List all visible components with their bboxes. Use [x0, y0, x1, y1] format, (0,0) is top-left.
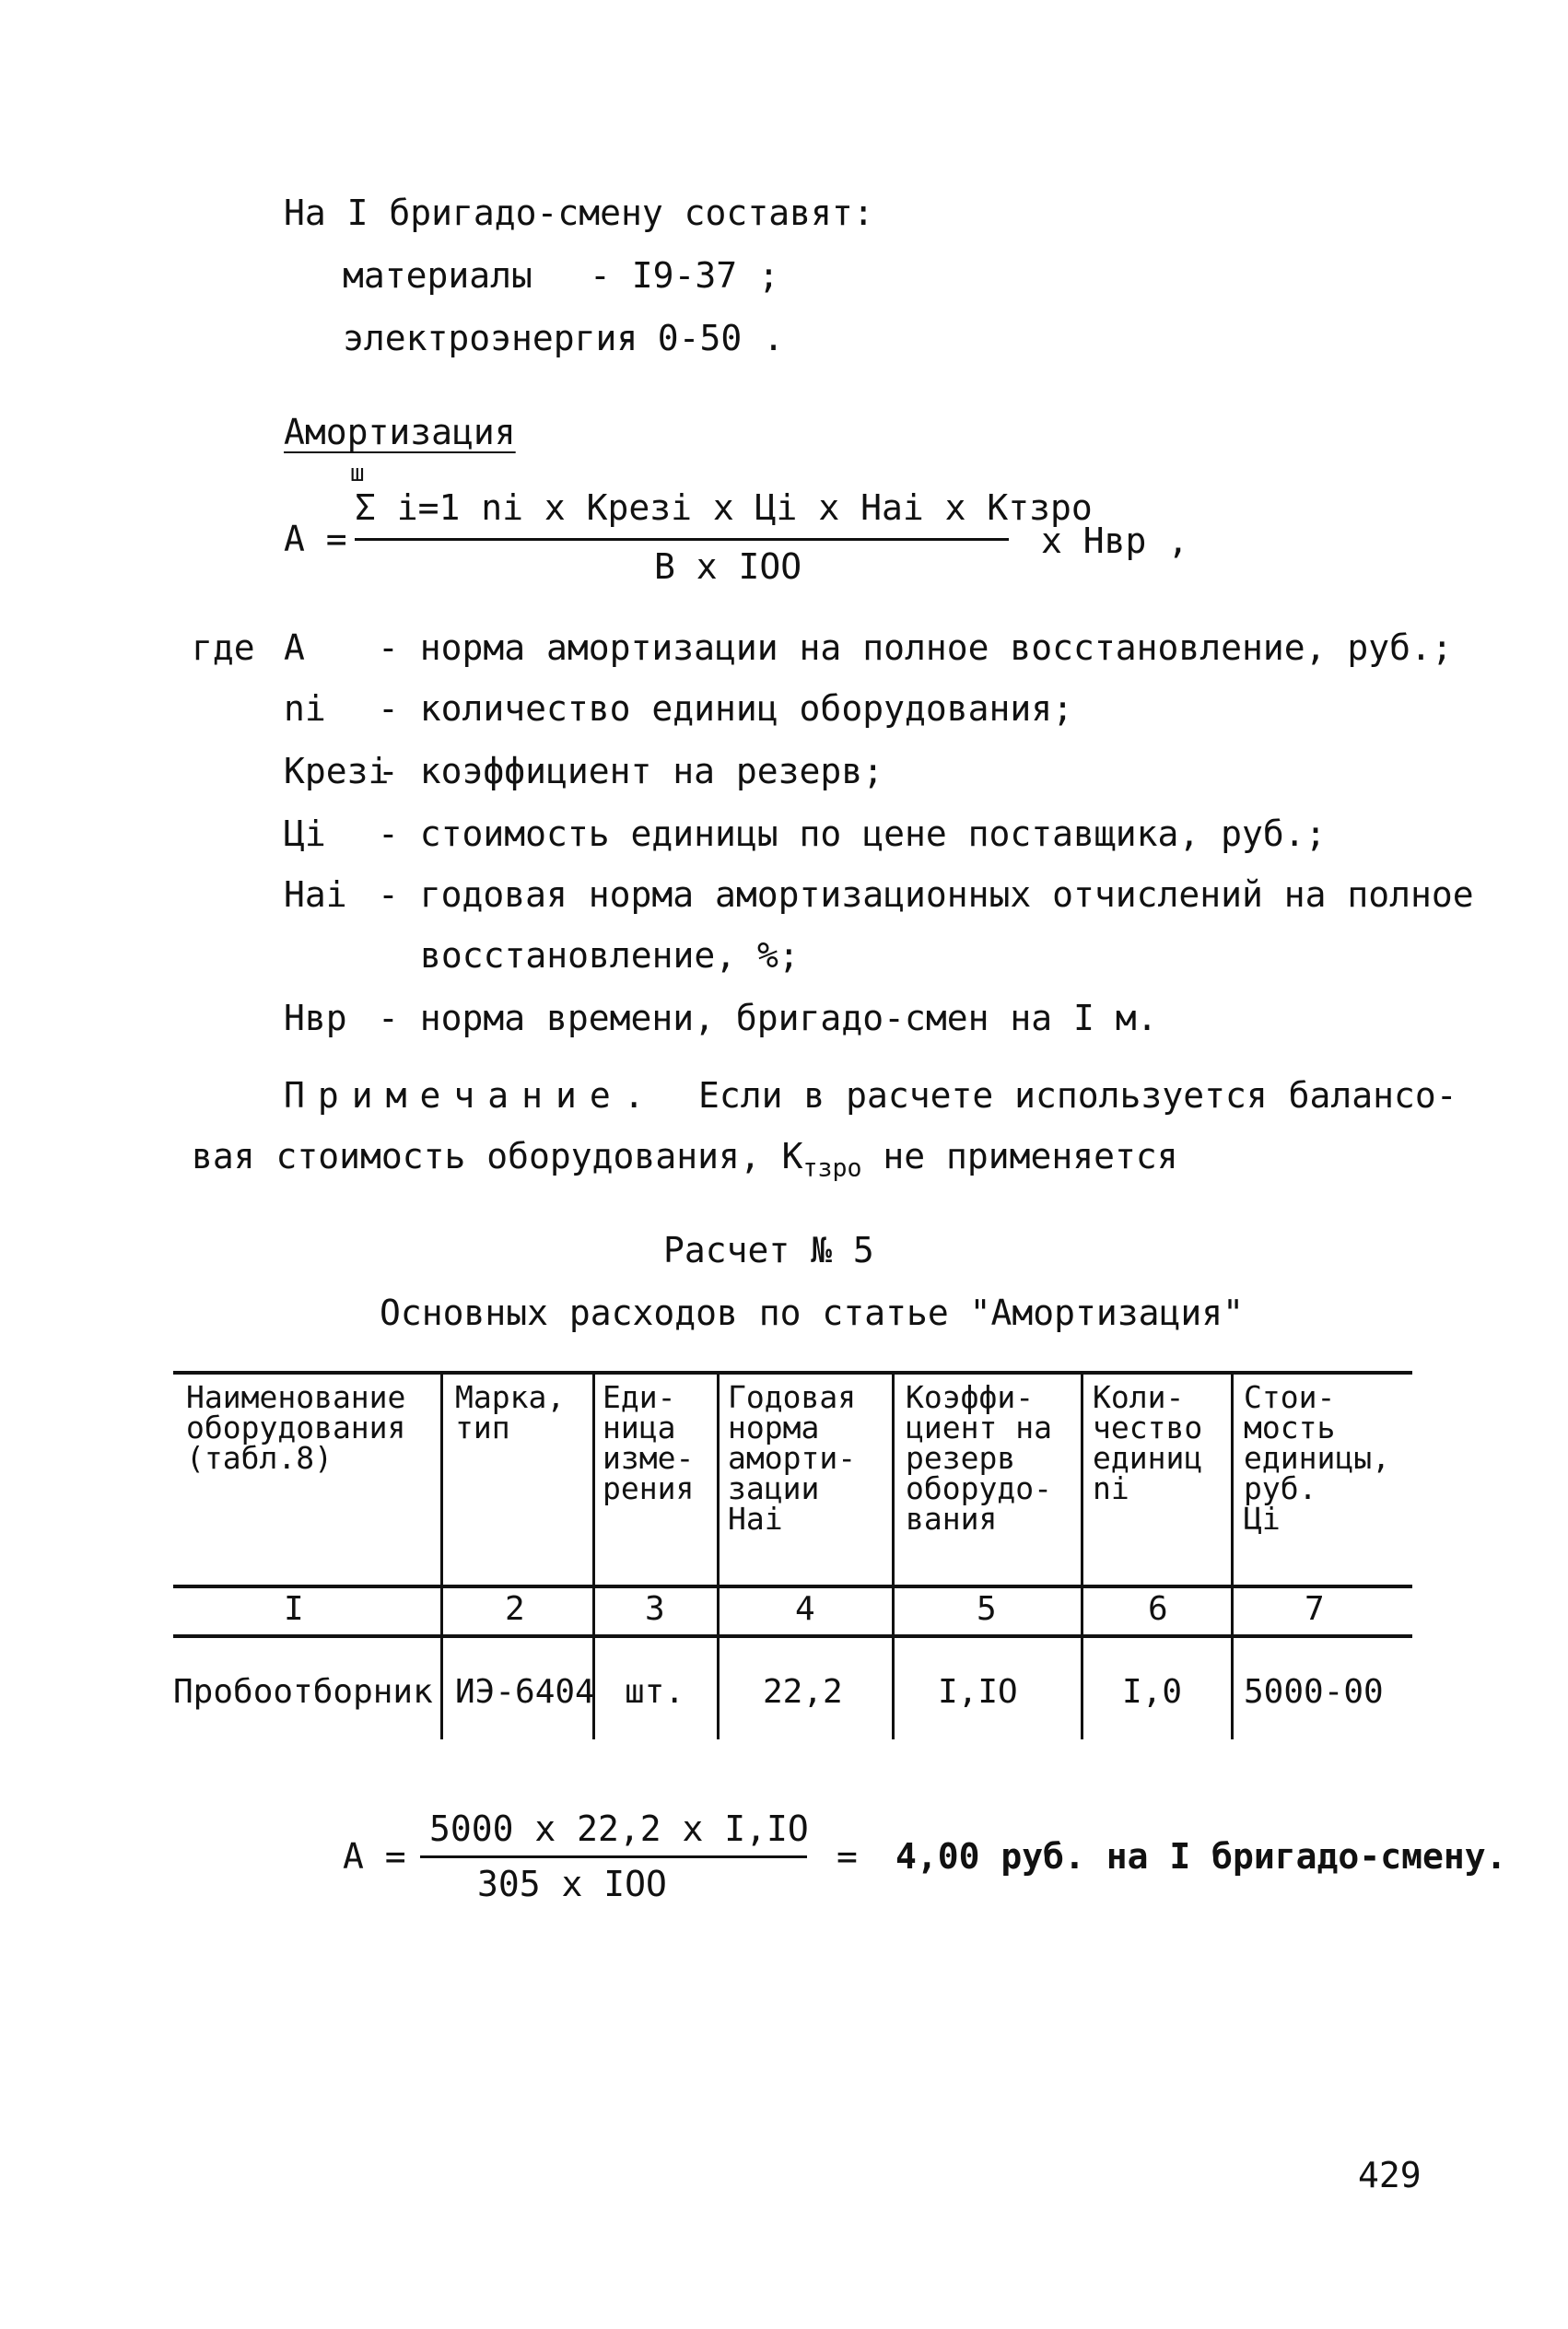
definition-symbol: Наi — [284, 874, 347, 915]
result-numerator: 5000 x 22,2 x I,IO — [429, 1808, 809, 1849]
definition-text: - норма амортизации на полное восстановление, руб.; — [378, 627, 1453, 668]
formula-denominator: В x IOO — [654, 546, 802, 587]
note-text-1: Если в расчете используется балансо- — [698, 1075, 1457, 1116]
table-number-rule — [173, 1634, 1412, 1638]
definition-text: - норма времени, бригадо-смен на I м. — [378, 998, 1158, 1038]
cell-quantity: I,0 — [1122, 1673, 1183, 1711]
cell-brand: ИЭ-6404 — [455, 1673, 595, 1711]
column-number: 3 — [645, 1590, 665, 1628]
definition-text: восстановление, %; — [420, 935, 800, 976]
definition-symbol: А — [284, 627, 305, 668]
definition-text: - стоимость единицы по цене поставщика, руб.; — [378, 813, 1327, 854]
formula-fraction-bar — [355, 538, 1009, 541]
formula-sum-upper: ш — [350, 460, 365, 487]
definition-text: - годовая норма амортизационных отчислений на полное — [378, 874, 1474, 915]
header-unit: Еди- ница изме- рения — [603, 1379, 695, 1506]
energy-value: - 0-50 . — [615, 318, 785, 358]
header-norm: Годовая норма аморти- зации Наi — [728, 1379, 857, 1537]
column-number: 7 — [1305, 1590, 1325, 1628]
result-equals: = — [837, 1836, 858, 1877]
page-number: 429 — [1358, 2155, 1422, 2195]
col-divider — [717, 1371, 720, 1739]
definition-symbol: Цi — [284, 813, 326, 854]
header-coefficient: Коэффи- циент на резерв оборудо- вания — [906, 1379, 1052, 1537]
definition-text: - количество единиц оборудования; — [378, 688, 1073, 729]
table-top-rule — [173, 1371, 1412, 1375]
cell-unit: шт. — [625, 1673, 685, 1711]
definition-text: - коэффициент на резерв; — [378, 751, 884, 791]
materials-label: материалы — [343, 255, 532, 296]
table-header-rule — [173, 1585, 1412, 1588]
calc-subtitle: Основных расходов по статье "Амортизация" — [380, 1293, 1244, 1333]
amortization-table — [173, 1371, 1412, 1739]
cell-cost: 5000-00 — [1244, 1673, 1384, 1711]
col-divider — [1231, 1371, 1234, 1739]
note-text-2: вая стоимость оборудования, $К_{тзро}$ не применяется — [192, 1136, 1178, 1183]
column-number: I — [284, 1590, 304, 1628]
column-number: 6 — [1148, 1590, 1168, 1628]
energy-label: электроэнергия — [343, 318, 638, 358]
column-number: 4 — [795, 1590, 815, 1628]
intro-line: На I бригадо-смену составят: — [284, 193, 874, 233]
calc-title: Расчет № 5 — [663, 1230, 874, 1270]
result-denominator: 305 x IOO — [477, 1864, 667, 1904]
header-cost: Стои- мость единицы, руб. Цi — [1244, 1379, 1390, 1537]
materials-value: - I9-37 ; — [590, 255, 779, 296]
header-brand: Марка, тип — [455, 1379, 566, 1445]
header-quantity: Коли- чество единиц ni — [1093, 1379, 1203, 1506]
column-number: 5 — [977, 1590, 997, 1628]
col-divider — [1081, 1371, 1083, 1739]
note-label: Примечание. — [284, 1075, 658, 1116]
definition-symbol: Нвр — [284, 998, 347, 1038]
result-fraction-bar — [420, 1855, 807, 1858]
definition-symbol: Крезi — [284, 751, 390, 791]
formula-numerator: Σ i=1 ni x Крезi x Цi x Наi x Ктзро — [355, 487, 1093, 528]
where-label: где — [192, 627, 255, 668]
formula-lhs: А = — [284, 519, 347, 559]
column-number: 2 — [505, 1590, 525, 1628]
cell-equipment-name: Пробоотборник — [173, 1673, 433, 1711]
formula-multiplier: x Нвр , — [1041, 521, 1189, 561]
cell-norm: 22,2 — [763, 1673, 843, 1711]
cell-coefficient: I,IO — [938, 1673, 1018, 1711]
result-value: 4,00 руб. на I бригадо-смену. — [895, 1836, 1507, 1877]
definition-symbol: ni — [284, 688, 326, 729]
col-divider — [892, 1371, 895, 1739]
result-lhs: А = — [343, 1836, 406, 1877]
amortization-heading: Амортизация — [284, 412, 516, 452]
col-divider — [440, 1371, 443, 1739]
header-name: Наименование оборудования (табл.8) — [186, 1379, 406, 1476]
